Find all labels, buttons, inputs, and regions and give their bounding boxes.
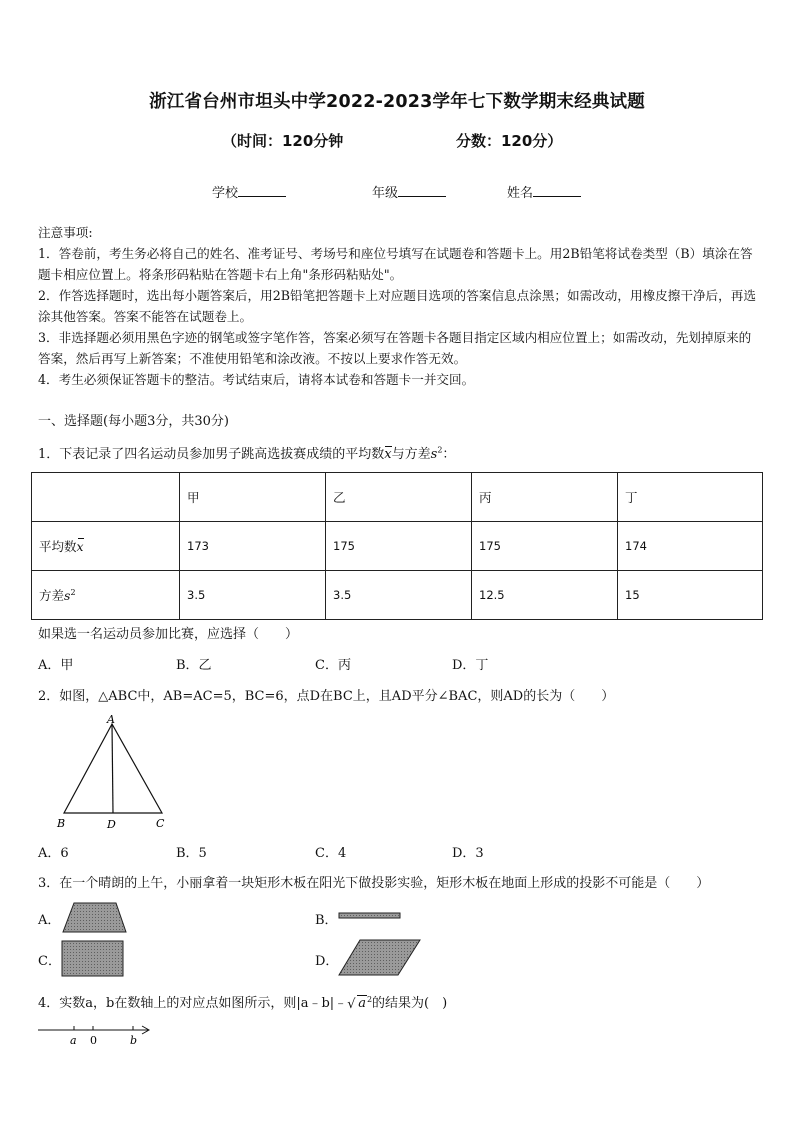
table-cell: 12.5	[472, 571, 618, 620]
table-header-row	[32, 473, 763, 522]
label-a: a	[70, 1034, 77, 1047]
triangle-figure	[52, 712, 178, 832]
q2-option-c[interactable]: C．4	[315, 846, 347, 861]
variance-symbol: s	[430, 447, 438, 462]
score-table	[31, 472, 763, 620]
radical-icon: √	[347, 996, 356, 1012]
q2-option-a[interactable]: A．6	[38, 846, 69, 861]
name-field	[507, 182, 581, 201]
table-row	[32, 522, 763, 571]
table-cell: 175	[472, 522, 618, 571]
q1-stem-text2: 与方差	[391, 447, 431, 462]
row-label-mean	[32, 522, 180, 571]
shape-thin-rectangle	[338, 912, 402, 920]
sqrt-expression	[347, 995, 372, 1011]
segment-ad	[112, 724, 113, 813]
table-cell: 3.5	[326, 571, 472, 620]
label-a: A	[107, 713, 115, 726]
mean-symbol: x	[384, 447, 392, 462]
grade-field	[372, 182, 446, 201]
label-c: C	[156, 817, 165, 830]
shape-parallelogram	[338, 939, 422, 977]
column-header: 丙	[472, 473, 618, 522]
superscript: 2	[366, 994, 373, 1004]
radicand: a	[358, 996, 366, 1011]
row-label-text: 平均数	[39, 539, 77, 554]
mean-symbol: x	[76, 539, 84, 554]
q1-option-a[interactable]: A．甲	[38, 658, 74, 673]
q1-stem	[38, 443, 455, 462]
q3-option-c[interactable]: C．	[38, 954, 61, 969]
grade-blank[interactable]	[398, 184, 446, 197]
table-cell: 15	[618, 571, 763, 620]
label-d: D	[107, 818, 116, 831]
note-item: 2．作答选择题时，选出每小题答案后，用2B铅笔把答题卡上对应题目选项的答案信息点涂黑；如需改动，用橡皮擦干净后，再选涂其他答案。答案不能答在试题卷上。	[38, 288, 756, 324]
q1-question: 如果选一名运动员参加比赛，应选择（ ）	[38, 627, 299, 642]
school-blank[interactable]	[238, 184, 286, 197]
q2-option-d[interactable]: D．3	[452, 846, 484, 861]
q3-option-a[interactable]: A．	[38, 913, 61, 928]
q4-stem-text2: 的结果为( )	[372, 996, 448, 1011]
note-item: 4．考生必须保证答题卡的整洁。考试结束后，请将本试卷和答题卡一并交回。	[38, 372, 475, 387]
column-header: 甲	[180, 473, 326, 522]
name-label: 姓名	[507, 186, 534, 201]
q1-option-d[interactable]: D．丁	[452, 658, 489, 673]
number-line	[36, 1022, 156, 1048]
q1-option-b[interactable]: B．乙	[176, 658, 212, 673]
q4-stem-text: 4．实数a，b在数轴上的对应点如图所示，则|a﹣b|﹣	[38, 996, 348, 1011]
table-row	[32, 571, 763, 620]
q2-stem: 2．如图，△ABC中，AB=AC=5，BC=6，点D在BC上，且AD平分∠BAC，则AD的长为（ ）	[38, 689, 615, 704]
table-cell: 173	[180, 522, 326, 571]
table-cell: 174	[618, 522, 763, 571]
q1-option-c[interactable]: C．丙	[315, 658, 351, 673]
school-field	[212, 182, 286, 201]
row-label-variance	[32, 571, 180, 620]
note-item: 3．非选择题必须用黑色字迹的钢笔或签字笔作答，答案必须写在答题卡各题目指定区域内相应位置上；如需改动，先划掉原来的答案，然后再写上新答案；不准使用铅笔和涂改液。不按以上要求作答无效。	[38, 330, 752, 366]
table-cell: 175	[326, 522, 472, 571]
superscript: 2	[70, 587, 76, 597]
q3-stem: 3．在一个晴朗的上午，小丽拿着一块矩形木板在阳光下做投影实验，矩形木板在地面上形成的投影不可能是（ ）	[38, 876, 710, 891]
exam-time: （时间：120分钟	[222, 132, 344, 150]
school-label: 学校	[212, 186, 239, 201]
name-blank[interactable]	[533, 184, 581, 197]
row-label-text: 方差	[39, 588, 65, 603]
q1-stem-colon: ：	[442, 447, 456, 462]
label-b: b	[130, 1034, 138, 1047]
grade-label: 年级	[372, 186, 399, 201]
exam-score: 分数：120分）	[456, 132, 563, 150]
notes-block	[38, 222, 760, 390]
label-zero: 0	[90, 1034, 97, 1047]
table-cell: 3.5	[180, 571, 326, 620]
label-b: B	[57, 817, 66, 830]
q1-stem-text: 1．下表记录了四名运动员参加男子跳高选拔赛成绩的平均数	[38, 447, 385, 462]
q4-stem	[38, 992, 447, 1011]
column-header: 乙	[326, 473, 472, 522]
table-corner	[32, 473, 180, 522]
note-item: 1．答卷前，考生务必将自己的姓名、准考证号、考场号和座位号填写在试题卷和答题卡上。用2B铅笔将试卷类型（B）填涂在答题卡相应位置上。将条形码粘贴在答题卡右上角"条形码粘贴处"。	[38, 246, 753, 282]
q2-option-b[interactable]: B．5	[176, 846, 207, 861]
section-heading: 一、选择题(每小题3分，共30分)	[38, 414, 229, 429]
column-header: 丁	[618, 473, 763, 522]
shape-rectangle	[61, 940, 125, 978]
q3-option-b[interactable]: B．	[315, 913, 338, 928]
variance-symbol: s	[64, 588, 71, 603]
page-title: 浙江省台州市坦头中学2022-2023学年七下数学期末经典试题	[149, 92, 645, 112]
q3-option-d[interactable]: D．	[315, 954, 339, 969]
notes-heading: 注意事项:	[38, 225, 93, 240]
superscript: 2	[437, 445, 443, 455]
shape-trapezoid	[62, 902, 128, 934]
